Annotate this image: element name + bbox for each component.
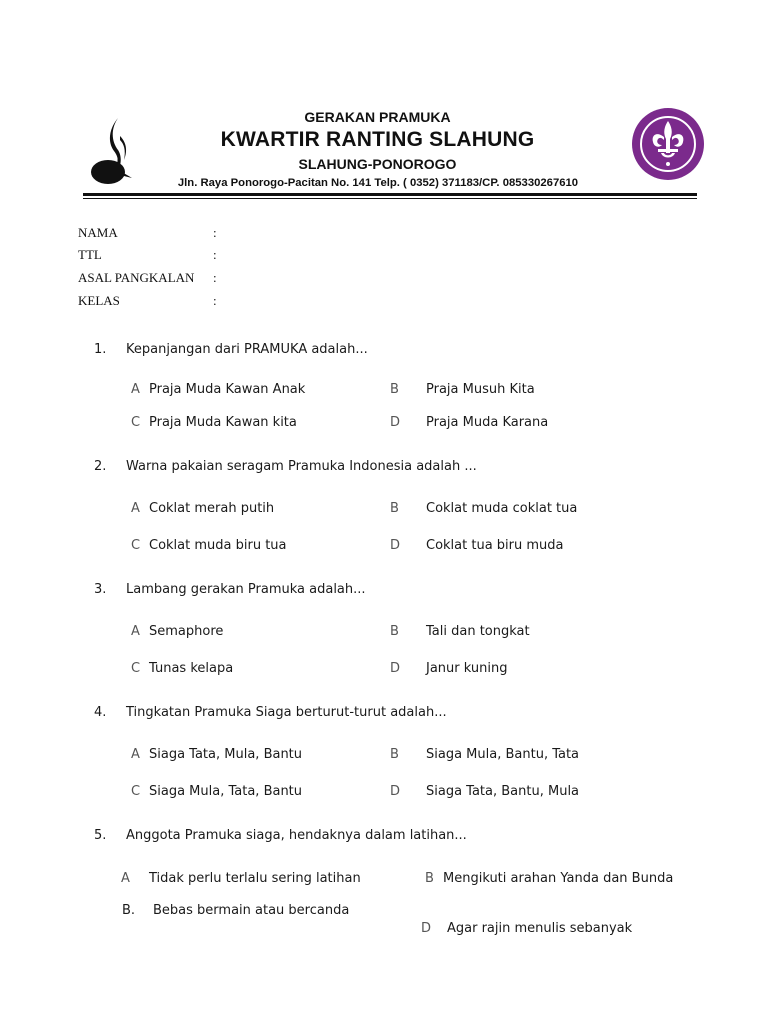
- option-letter: D: [390, 784, 401, 799]
- option-letter: D: [390, 415, 401, 430]
- field-colon: :: [213, 270, 217, 285]
- option-text: Siaga Mula, Bantu, Tata: [426, 747, 580, 762]
- option-letter: C: [131, 661, 141, 676]
- option-letter: A: [121, 871, 130, 886]
- option-text: Siaga Tata, Bantu, Mula: [426, 784, 580, 799]
- question-text: Warna pakaian seragam Pramuka Indonesia adalah ...: [126, 459, 477, 474]
- org-title-gerakan: GERAKAN PRAMUKA: [304, 109, 451, 125]
- option-text: Tidak perlu terlalu sering latihan: [149, 871, 361, 886]
- org-title-location: SLAHUNG-PONOROGO: [298, 156, 457, 172]
- option-letter: C: [131, 538, 141, 553]
- option-text: Praja Muda Karana: [426, 415, 549, 430]
- option-letter: B.: [122, 903, 136, 918]
- question-text: Anggota Pramuka siaga, hendaknya dalam latihan...: [126, 828, 467, 843]
- option-text: Agar rajin menulis sebanyak: [447, 921, 633, 936]
- option-letter: B: [390, 501, 399, 516]
- option-text: Praja Musuh Kita: [426, 382, 535, 397]
- field-label-nama: NAMA: [78, 225, 118, 240]
- header-rule-thick: [83, 193, 697, 196]
- org-title-kwartir: KWARTIR RANTING SLAHUNG: [220, 128, 535, 151]
- option-letter: C: [131, 415, 141, 430]
- option-letter: C: [131, 784, 141, 799]
- field-colon: :: [213, 247, 217, 262]
- question-number: 5.: [94, 828, 107, 843]
- option-letter: A: [131, 501, 140, 516]
- option-letter: A: [131, 624, 140, 639]
- question-text: Lambang gerakan Pramuka adalah...: [126, 582, 366, 597]
- field-label-asal-pangkalan: ASAL PANGKALAN: [78, 270, 195, 285]
- org-address: Jln. Raya Ponorogo-Pacitan No. 141 Telp. ( 0352) 371183/CP. 085330267610: [177, 177, 579, 189]
- option-letter: B: [425, 871, 434, 886]
- option-text: Coklat merah putih: [149, 501, 275, 516]
- question-number: 4.: [94, 705, 107, 720]
- question-number: 2.: [94, 459, 107, 474]
- option-letter: A: [131, 747, 140, 762]
- world-scout-emblem-icon: [631, 107, 705, 181]
- option-letter: B: [390, 747, 399, 762]
- option-text: Tunas kelapa: [149, 661, 234, 676]
- field-label-ttl: TTL: [78, 247, 102, 262]
- option-text: Praja Muda Kawan kita: [149, 415, 297, 430]
- option-text: Siaga Mula, Tata, Bantu: [149, 784, 303, 799]
- option-letter: B: [390, 624, 399, 639]
- tunas-kelapa-icon: [88, 116, 134, 188]
- option-text: Mengikuti arahan Yanda dan Bunda: [443, 871, 674, 886]
- option-text: Coklat tua biru muda: [426, 538, 564, 553]
- option-letter: A: [131, 382, 140, 397]
- option-letter: D: [390, 538, 401, 553]
- question-number: 1.: [94, 342, 107, 357]
- option-text: Coklat muda biru tua: [149, 538, 287, 553]
- option-text: Praja Muda Kawan Anak: [149, 382, 306, 397]
- option-text: Semaphore: [149, 624, 224, 639]
- question-text: Tingkatan Pramuka Siaga berturut-turut adalah...: [126, 705, 447, 720]
- option-text: Coklat muda coklat tua: [426, 501, 578, 516]
- field-colon: :: [213, 293, 217, 308]
- field-colon: :: [213, 225, 217, 240]
- question-number: 3.: [94, 582, 107, 597]
- option-letter: D: [421, 921, 432, 936]
- option-text: Siaga Tata, Mula, Bantu: [149, 747, 303, 762]
- option-text: Janur kuning: [426, 661, 508, 676]
- field-label-kelas: KELAS: [78, 293, 120, 308]
- option-letter: D: [390, 661, 401, 676]
- option-text: Bebas bermain atau bercanda: [153, 903, 350, 918]
- option-text: Tali dan tongkat: [426, 624, 530, 639]
- option-letter: B: [390, 382, 399, 397]
- question-text: Kepanjangan dari PRAMUKA adalah...: [126, 342, 368, 357]
- header-rule-thin: [83, 198, 697, 199]
